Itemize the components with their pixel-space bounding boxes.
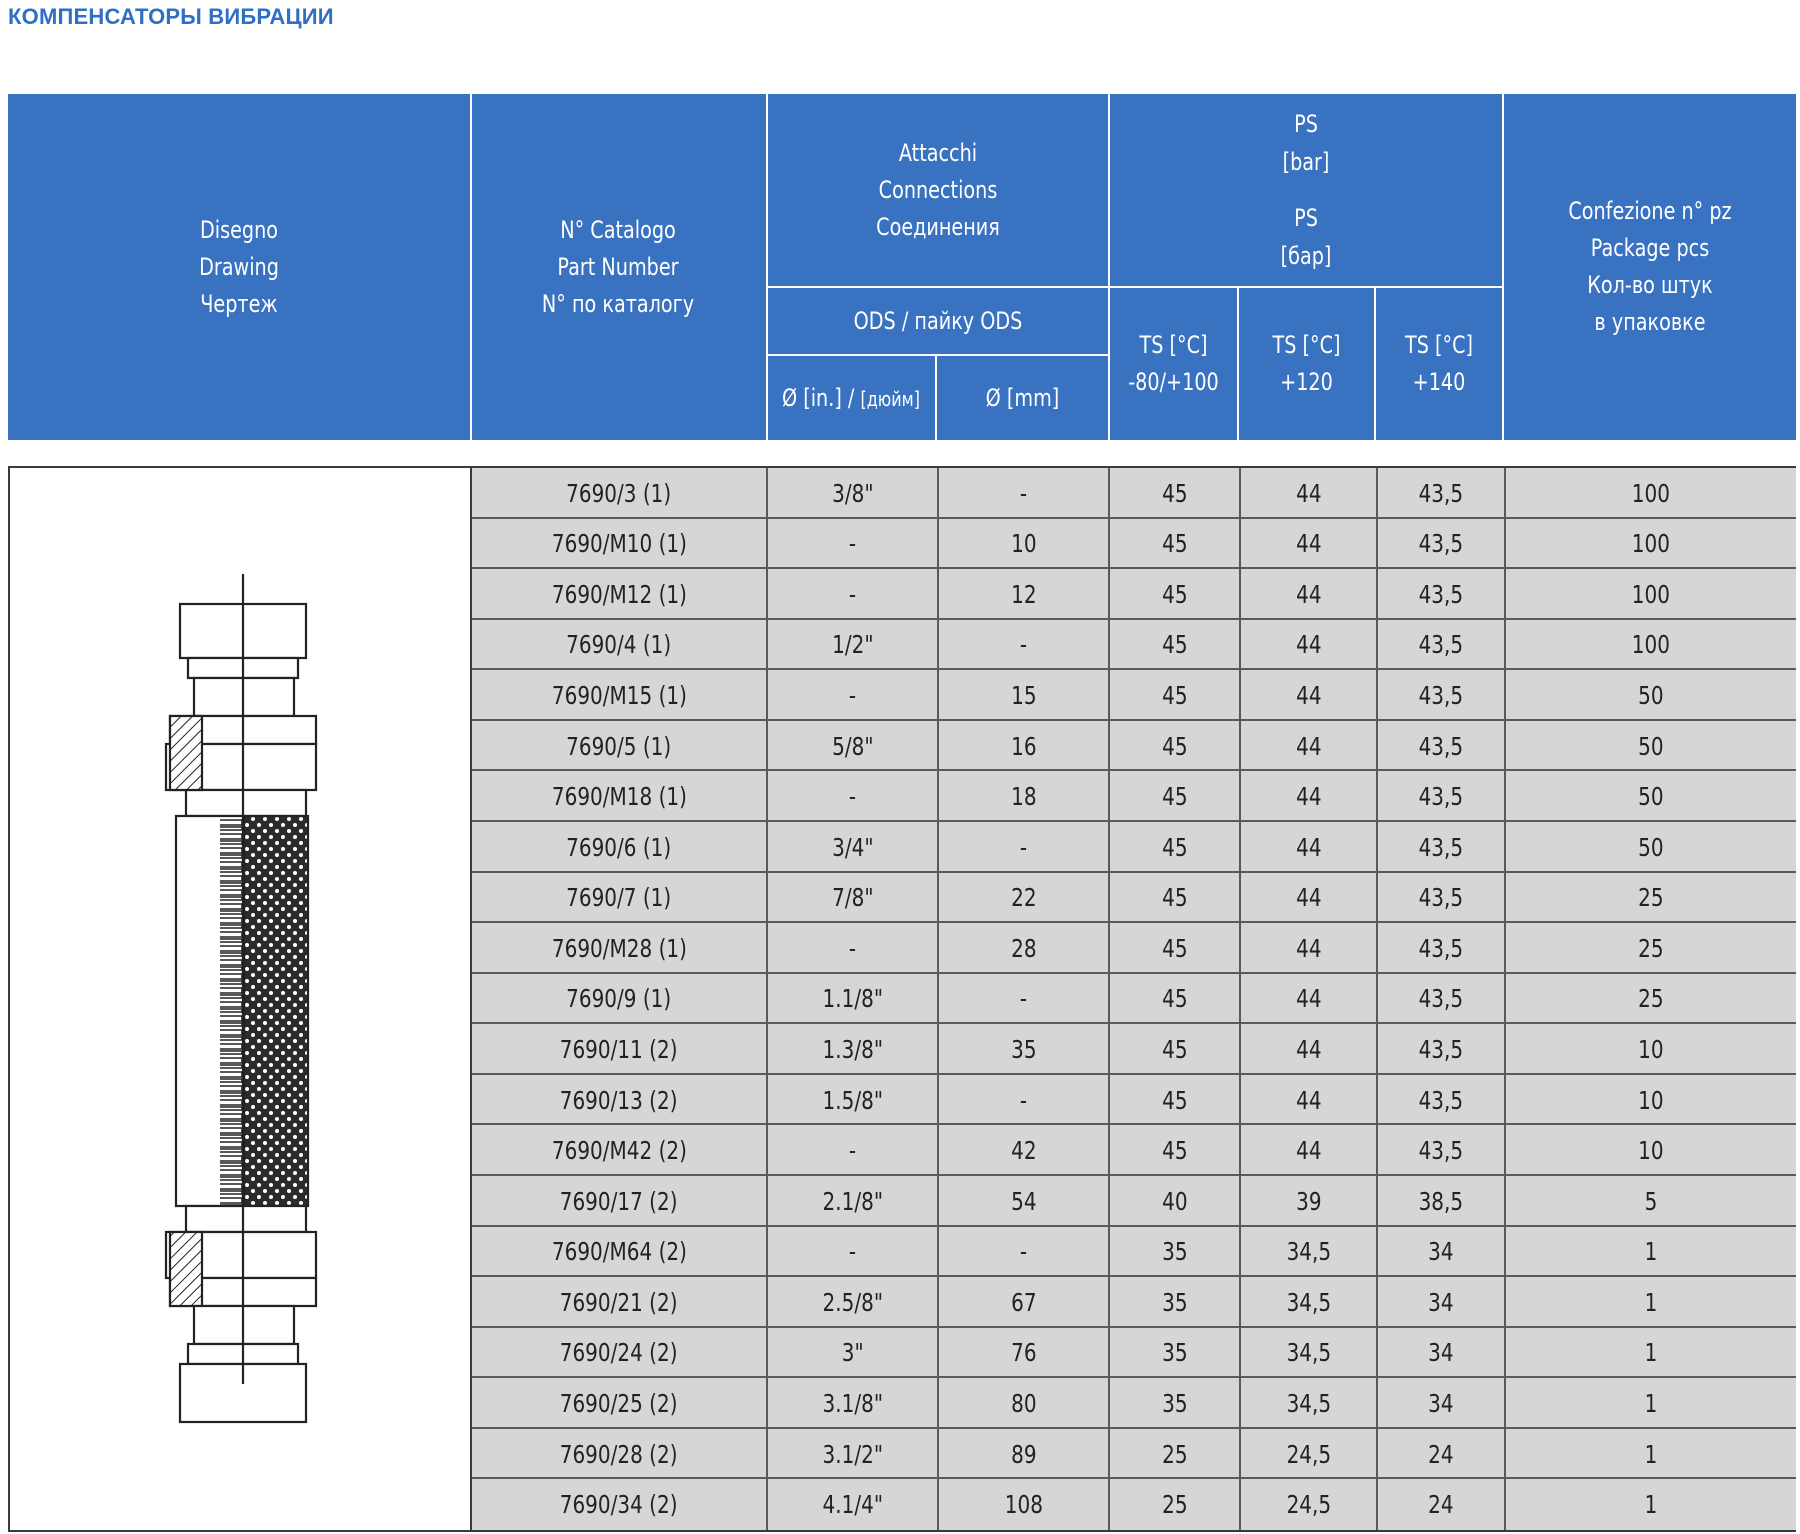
cell-package: 10 (1638, 1085, 1664, 1115)
cell-diameter-mm: 12 (939, 569, 1110, 620)
cell-ps-ts2: 44 (1241, 771, 1378, 822)
cell-ps-ts3: 43,5 (1378, 1075, 1506, 1126)
cell-package: 100 (1631, 478, 1671, 508)
cell-diameter-mm: 22 (939, 873, 1110, 924)
cell-package: 1 (1644, 1237, 1658, 1267)
vibration-absorber-drawing (10, 468, 472, 1530)
cell-part-number: 7690/7 (1) (472, 873, 768, 924)
cell-package: 1 (1644, 1287, 1658, 1317)
cell-ps-ts3: 43,5 (1378, 620, 1506, 671)
cell-diameter-inch: - (768, 923, 939, 974)
table-row (472, 1075, 1796, 1126)
cell-ps-ts3: 43,5 (1378, 721, 1506, 772)
cell-diameter-mm: 10 (939, 519, 1110, 570)
cell-diameter-mm: 76 (939, 1328, 1110, 1379)
cell-ps-ts1: 45 (1110, 1125, 1241, 1176)
cell-part-number: 7690/13 (2) (472, 1075, 768, 1126)
data-rows (472, 468, 1796, 1530)
header-diameter-mm: Ø [mm] (985, 383, 1060, 412)
cell-diameter-inch: 1.3/8" (768, 1024, 939, 1075)
cell-ps-ts3: 38,5 (1378, 1176, 1506, 1227)
cell-ps-ts1: 45 (1110, 519, 1241, 570)
cell-package: 1 (1644, 1490, 1658, 1520)
cell-part-number: 7690/M42 (2) (472, 1125, 768, 1176)
table-header (8, 94, 1796, 440)
cell-ps-ts2: 44 (1241, 1125, 1378, 1176)
cell-ps-ts2: 44 (1241, 721, 1378, 772)
cell-diameter-inch: 2.5/8" (768, 1277, 939, 1328)
cell-diameter-mm: - (939, 974, 1110, 1025)
cell-ps-ts2: 44 (1241, 1024, 1378, 1075)
cell-diameter-mm: 42 (939, 1125, 1110, 1176)
cell-ps-ts2: 44 (1241, 873, 1378, 924)
cell-diameter-inch: - (768, 519, 939, 570)
cell-package: 10 (1638, 1136, 1664, 1166)
cell-ps-ts2: 39 (1241, 1176, 1378, 1227)
cell-package: 1 (1644, 1439, 1658, 1469)
cell-ps-ts2: 34,5 (1241, 1227, 1378, 1278)
cell-package: 25 (1638, 883, 1664, 913)
cell-diameter-inch: 7/8" (768, 873, 939, 924)
cell-part-number: 7690/17 (2) (472, 1176, 768, 1227)
header-ts-plus140: TS [°C] +140 (1404, 331, 1473, 396)
cell-ps-ts2: 44 (1241, 569, 1378, 620)
table-row (472, 1479, 1796, 1530)
cell-part-number: 7690/24 (2) (472, 1328, 768, 1379)
header-package: Confezione n° pz Package pcs Кол-во штук в упаковке (1568, 197, 1732, 336)
cell-package: 100 (1631, 529, 1671, 559)
page-title: КОМПЕНСАТОРЫ ВИБРАЦИИ (8, 4, 334, 29)
cell-diameter-inch: 5/8" (768, 721, 939, 772)
cell-diameter-inch: - (768, 1125, 939, 1176)
table-row (472, 670, 1796, 721)
cell-package: 25 (1638, 984, 1664, 1014)
cell-ps-ts3: 43,5 (1378, 923, 1506, 974)
cell-part-number: 7690/11 (2) (472, 1024, 768, 1075)
table-row (472, 1176, 1796, 1227)
cell-diameter-mm: 35 (939, 1024, 1110, 1075)
cell-ps-ts2: 34,5 (1241, 1378, 1378, 1429)
cell-ps-ts1: 45 (1110, 620, 1241, 671)
cell-ps-ts3: 43,5 (1378, 873, 1506, 924)
table-row (472, 1125, 1796, 1176)
cell-ps-ts1: 45 (1110, 721, 1241, 772)
cell-part-number: 7690/M18 (1) (472, 771, 768, 822)
cell-ps-ts1: 45 (1110, 771, 1241, 822)
cell-diameter-inch: 1.1/8" (768, 974, 939, 1025)
header-catalog-number: N° Catalogo Part Number N° по каталогу (541, 215, 695, 318)
cell-ps-ts1: 45 (1110, 468, 1241, 519)
cell-ps-ts1: 35 (1110, 1277, 1241, 1328)
cell-ps-ts3: 43,5 (1378, 974, 1506, 1025)
cell-diameter-inch: 3" (768, 1328, 939, 1379)
table-row (472, 1277, 1796, 1328)
cell-package: 1 (1644, 1338, 1658, 1368)
header-drawing: Disegno Drawing Чертеж (199, 215, 279, 318)
table-row (472, 873, 1796, 924)
table-row (472, 1024, 1796, 1075)
cell-diameter-inch: 4.1/4" (768, 1479, 939, 1530)
cell-diameter-inch: 3/8" (768, 468, 939, 519)
cell-part-number: 7690/25 (2) (472, 1378, 768, 1429)
cell-diameter-inch: 3.1/2" (768, 1429, 939, 1480)
cell-ps-ts3: 43,5 (1378, 822, 1506, 873)
cell-part-number: 7690/M10 (1) (472, 519, 768, 570)
header-ods: ODS / пайку ODS (853, 306, 1023, 335)
cell-part-number: 7690/5 (1) (472, 721, 768, 772)
header-ts-minus80-plus100: TS [°C] -80/+100 (1128, 331, 1219, 396)
cell-diameter-mm: 67 (939, 1277, 1110, 1328)
cell-ps-ts1: 35 (1110, 1227, 1241, 1278)
cell-part-number: 7690/M28 (1) (472, 923, 768, 974)
cell-ps-ts3: 43,5 (1378, 670, 1506, 721)
cell-diameter-mm: 80 (939, 1378, 1110, 1429)
cell-ps-ts1: 35 (1110, 1378, 1241, 1429)
table-row (472, 620, 1796, 671)
cell-ps-ts1: 35 (1110, 1328, 1241, 1379)
cell-part-number: 7690/M64 (2) (472, 1227, 768, 1278)
cell-diameter-inch: - (768, 569, 939, 620)
cell-diameter-mm: 108 (939, 1479, 1110, 1530)
table-row (472, 721, 1796, 772)
cell-diameter-mm: 54 (939, 1176, 1110, 1227)
cell-diameter-inch: - (768, 670, 939, 721)
cell-package: 25 (1638, 933, 1664, 963)
cell-ps-ts3: 43,5 (1378, 1125, 1506, 1176)
cell-ps-ts1: 45 (1110, 1075, 1241, 1126)
table-row (472, 1227, 1796, 1278)
cell-ps-ts2: 44 (1241, 1075, 1378, 1126)
cell-diameter-inch: - (768, 1227, 939, 1278)
cell-package: 5 (1644, 1186, 1658, 1216)
cell-diameter-inch: 3.1/8" (768, 1378, 939, 1429)
cell-diameter-mm: 16 (939, 721, 1110, 772)
cell-package: 10 (1638, 1035, 1664, 1065)
cell-diameter-mm: 28 (939, 923, 1110, 974)
cell-ps-ts2: 44 (1241, 468, 1378, 519)
cell-ps-ts3: 43,5 (1378, 519, 1506, 570)
cell-part-number: 7690/3 (1) (472, 468, 768, 519)
cell-diameter-mm: - (939, 1227, 1110, 1278)
cell-ps-ts2: 44 (1241, 822, 1378, 873)
cell-diameter-inch: 2.1/8" (768, 1176, 939, 1227)
cell-package: 50 (1638, 782, 1664, 812)
cell-part-number: 7690/6 (1) (472, 822, 768, 873)
table-row (472, 1429, 1796, 1480)
cell-ps-ts2: 24,5 (1241, 1479, 1378, 1530)
header-connections: Attacchi Connections Соединения (876, 138, 1000, 241)
cell-package: 100 (1631, 630, 1671, 660)
cell-diameter-inch: 1.5/8" (768, 1075, 939, 1126)
cell-part-number: 7690/34 (2) (472, 1479, 768, 1530)
cell-ps-ts3: 43,5 (1378, 1024, 1506, 1075)
cell-ps-ts3: 34 (1378, 1328, 1506, 1379)
cell-ps-ts2: 44 (1241, 974, 1378, 1025)
data-table (8, 466, 1796, 1532)
cell-ps-ts3: 34 (1378, 1378, 1506, 1429)
cell-diameter-inch: - (768, 771, 939, 822)
cell-part-number: 7690/4 (1) (472, 620, 768, 671)
cell-part-number: 7690/9 (1) (472, 974, 768, 1025)
cell-ps-ts1: 45 (1110, 1024, 1241, 1075)
cell-ps-ts3: 43,5 (1378, 771, 1506, 822)
cell-package: 50 (1638, 681, 1664, 711)
cell-package: 50 (1638, 832, 1664, 862)
cell-diameter-mm: - (939, 620, 1110, 671)
table-row (472, 1328, 1796, 1379)
cell-ps-ts3: 43,5 (1378, 468, 1506, 519)
cell-diameter-mm: 18 (939, 771, 1110, 822)
cell-ps-ts3: 34 (1378, 1277, 1506, 1328)
cell-ps-ts2: 44 (1241, 670, 1378, 721)
cell-ps-ts1: 45 (1110, 822, 1241, 873)
cell-ps-ts1: 45 (1110, 974, 1241, 1025)
drawing-cell (10, 468, 472, 1530)
cell-ps-ts1: 45 (1110, 873, 1241, 924)
cell-diameter-mm: 15 (939, 670, 1110, 721)
cell-ps-ts3: 24 (1378, 1429, 1506, 1480)
cell-ps-ts2: 44 (1241, 620, 1378, 671)
cell-diameter-mm: - (939, 822, 1110, 873)
cell-package: 1 (1644, 1389, 1658, 1419)
cell-ps-ts2: 34,5 (1241, 1328, 1378, 1379)
cell-ps-ts2: 24,5 (1241, 1429, 1378, 1480)
cell-ps-ts1: 45 (1110, 923, 1241, 974)
cell-diameter-mm: - (939, 1075, 1110, 1126)
table-row (472, 569, 1796, 620)
cell-ps-ts3: 34 (1378, 1227, 1506, 1278)
table-row (472, 519, 1796, 570)
table-row (472, 822, 1796, 873)
cell-ps-ts1: 45 (1110, 569, 1241, 620)
header-ts-plus120: TS [°C] +120 (1272, 331, 1341, 396)
cell-diameter-mm: - (939, 468, 1110, 519)
cell-diameter-inch: 3/4" (768, 822, 939, 873)
table-row (472, 923, 1796, 974)
cell-part-number: 7690/M12 (1) (472, 569, 768, 620)
table-row (472, 1378, 1796, 1429)
table-row (472, 974, 1796, 1025)
cell-ps-ts1: 25 (1110, 1479, 1241, 1530)
table-row (472, 771, 1796, 822)
cell-ps-ts3: 43,5 (1378, 569, 1506, 620)
cell-ps-ts1: 45 (1110, 670, 1241, 721)
cell-ps-ts1: 25 (1110, 1429, 1241, 1480)
header-diameter-inch: Ø [in.] / [дюйм] (782, 384, 920, 412)
header-ps: PS [bar] PS [бар] (1280, 110, 1332, 270)
cell-part-number: 7690/M15 (1) (472, 670, 768, 721)
cell-diameter-inch: 1/2" (768, 620, 939, 671)
cell-diameter-mm: 89 (939, 1429, 1110, 1480)
cell-ps-ts3: 24 (1378, 1479, 1506, 1530)
cell-ps-ts2: 44 (1241, 923, 1378, 974)
cell-ps-ts2: 34,5 (1241, 1277, 1378, 1328)
cell-package: 50 (1638, 731, 1664, 761)
cell-ps-ts1: 40 (1110, 1176, 1241, 1227)
cell-part-number: 7690/28 (2) (472, 1429, 768, 1480)
cell-part-number: 7690/21 (2) (472, 1277, 768, 1328)
table-row (472, 468, 1796, 519)
cell-package: 100 (1631, 579, 1671, 609)
cell-ps-ts2: 44 (1241, 519, 1378, 570)
